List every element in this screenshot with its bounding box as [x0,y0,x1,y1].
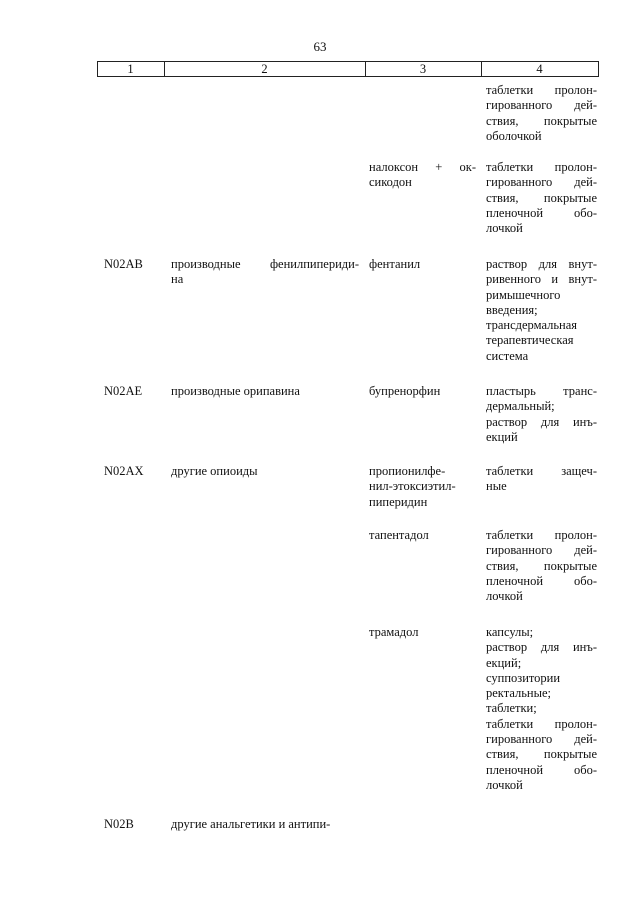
dosage-forms-cell [486,160,597,236]
dosage-forms-line: гированного дей- [486,543,597,558]
drug-name-cell [369,528,476,543]
group-name-cell [171,817,359,832]
group-name-line: на [171,272,184,287]
atc-code-cell [104,384,164,399]
drug-name-line: пропионилфе- [369,464,446,478]
dosage-forms-line: раствор для внут- [486,257,597,271]
header-col-4: 4 [536,62,543,76]
dosage-forms-line: екций; [486,655,522,670]
group-name-cell [171,384,359,399]
dosage-forms-cell [486,464,597,495]
dosage-forms-cell [486,528,597,604]
atc-code-line: N02B [104,817,134,831]
drug-name-line: нил-этоксиэтил- [369,479,456,494]
dosage-forms-line: ствия, покрытые [486,190,597,205]
dosage-forms-line: лочкой [486,777,523,792]
dosage-forms-line: введения; [486,302,538,317]
dosage-forms-line: трансдермальная [486,318,578,333]
dosage-forms-line: пленочной обо- [486,573,597,588]
dosage-forms-line: ствия, покрытые [486,747,597,762]
drug-name-cell [369,384,476,399]
dosage-forms-line: таблетки пролон- [486,83,597,97]
dosage-forms-line: пленочной обо- [486,205,597,220]
dosage-forms-cell [486,384,597,445]
dosage-forms-line: суппозитории [486,670,561,685]
drug-name-cell [369,464,476,510]
group-name-line: производные фенилпипериди- [171,257,359,271]
drug-name-line: фентанил [369,257,421,271]
dosage-forms-line: раствор для инъ- [486,640,597,655]
dosage-forms-line: ные [486,479,507,494]
dosage-forms-line: екций [486,429,518,444]
drug-name-cell [369,257,476,272]
dosage-forms-cell [486,257,597,364]
drug-name-line: сикодон [369,175,412,190]
group-name-line: производные орипавина [171,384,300,398]
atc-code-cell [104,817,164,832]
dosage-forms-line: таблетки пролон- [486,160,597,174]
atc-code-line: N02AB [104,257,143,271]
drug-name-line: бупренорфин [369,384,441,398]
dosage-forms-line: гированного дей- [486,98,597,113]
drug-name-cell [369,160,476,191]
dosage-forms-line: таблетки пролон- [486,528,597,542]
dosage-forms-line: лочкой [486,221,523,236]
dosage-forms-line: таблетки; [486,701,537,716]
dosage-forms-line: дермальный; [486,399,555,414]
atc-code-cell [104,257,164,272]
drug-name-cell [369,625,476,640]
header-col-2: 2 [261,62,268,76]
atc-code-line: N02AX [104,464,144,478]
dosage-forms-line: оболочкой [486,128,542,143]
dosage-forms-line: ректальные; [486,686,552,701]
group-name-cell [171,257,359,288]
dosage-forms-line: терапевтическая [486,333,574,348]
atc-code-line: N02AE [104,384,143,398]
atc-code-cell [104,464,164,479]
drug-name-line: пиперидин [369,494,428,509]
drug-name-line: тапентадол [369,528,429,542]
header-col-3: 3 [419,62,427,76]
group-name-line: другие анальгетики и антипи- [171,817,331,831]
dosage-forms-line: лочкой [486,589,523,604]
header-col-1: 1 [127,62,134,76]
dosage-forms-line: раствор для инъ- [486,414,597,429]
dosage-forms-line: таблетки защеч- [486,464,597,478]
group-name-line: другие опиоиды [171,464,258,478]
dosage-forms-line: ривенного и внут- [486,272,597,287]
dosage-forms-cell [486,83,597,144]
dosage-forms-line: гированного дей- [486,732,597,747]
dosage-forms-line: римышечного [486,287,561,302]
dosage-forms-line: ствия, покрытые [486,558,597,573]
page-number: 63 [313,39,327,54]
dosage-forms-line: ствия, покрытые [486,113,597,128]
dosage-forms-line: пленочной обо- [486,762,597,777]
drug-name-line: трамадол [369,625,419,639]
dosage-forms-cell [486,625,597,793]
group-name-cell [171,464,359,479]
dosage-forms-line: капсулы; [486,625,534,639]
header-bottom-rule [97,76,599,77]
dosage-forms-line: пластырь транс- [486,384,597,398]
drug-name-line: налоксон + ок- [369,160,476,174]
dosage-forms-line: система [486,348,529,363]
dosage-forms-line: гированного дей- [486,175,597,190]
dosage-forms-line: таблетки пролон- [486,716,597,731]
header-border-right [598,61,599,76]
